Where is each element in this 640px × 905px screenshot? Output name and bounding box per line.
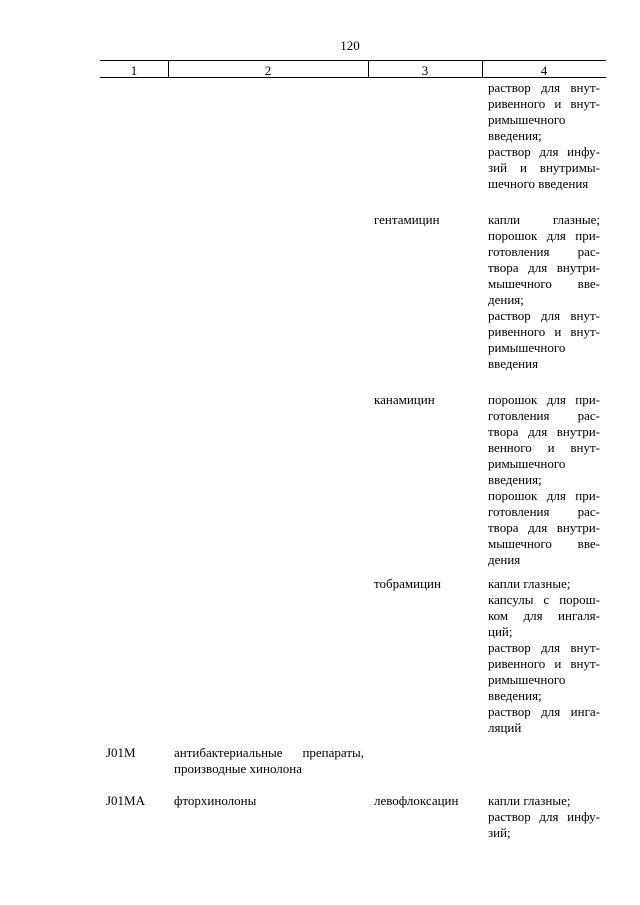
- atc-group-name: антибактериальные препараты,: [174, 745, 364, 760]
- header-col-4: 4: [540, 63, 548, 78]
- atc-code: J01MA: [106, 793, 146, 808]
- header-top-rule: [100, 60, 606, 61]
- header-col-3: 3: [421, 63, 429, 78]
- dosage-forms-continued: раствор для внут- ривенного и внут- римышечного введения; раствор для инфу- зий и внутримы- шечного введения: [488, 80, 600, 191]
- atc-group-name: фторхинолоны: [174, 793, 257, 808]
- atc-group-name-cont: производные хинолона: [174, 761, 303, 776]
- dosage-forms: капли глазные; порошок для при- готовления рас- твора для внутри- мышечного вве- дения; раствор для внут- ривенного и внут- римышечного введения: [488, 212, 600, 371]
- dosage-forms: капли глазные; капсулы с порош- ком для ингаля- ций; раствор для внут- ривенного и внут- римышечного введения; раствор для инга- ляций: [488, 576, 600, 735]
- drug-name: гентамицин: [374, 212, 440, 227]
- header-col-2: 2: [264, 63, 272, 78]
- page-number: 120: [340, 38, 360, 53]
- drug-name: тобрамицин: [374, 576, 441, 591]
- drug-name: левофлоксацин: [374, 793, 459, 808]
- dosage-forms: капли глазные; раствор для инфу- зий;: [488, 793, 600, 840]
- header-col-1: 1: [130, 63, 138, 78]
- atc-code: J01M: [106, 745, 136, 760]
- drug-name: канамицин: [374, 392, 435, 407]
- dosage-forms: порошок для при- готовления рас- твора для внутри- венного и внут- римышечного введения; порошок для при- готовления рас- твора для внутри- мышечного вве- дения: [488, 392, 600, 567]
